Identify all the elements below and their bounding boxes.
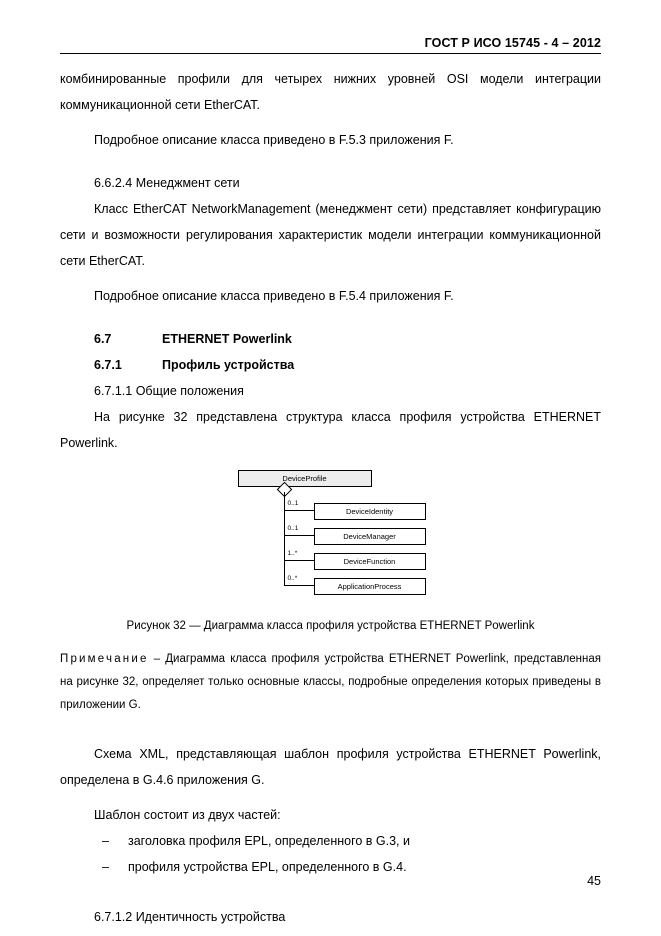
uml-class-applicationprocess: ApplicationProcess [314,578,426,595]
clause-6-7-1-number: 6.7.1 [94,358,122,372]
list-item [60,854,601,880]
clause-heading-6-7-1 [60,352,601,378]
clause-heading-6-7-1-1: 6.7.1.1 Общие положения [94,384,244,398]
spacer [60,880,601,904]
note-block [60,648,601,717]
page-number: 45 [587,874,601,888]
spacer [60,118,601,127]
uml-connector-3 [284,560,314,561]
uml-class-deviceidentity: DeviceIdentity [314,503,426,520]
uml-class-deviceprofile: DeviceProfile [238,470,372,487]
spacer [60,153,601,170]
clause-6-7-1-title: Профиль устройства [162,358,295,372]
page-header [60,0,601,50]
paragraph-combined-profiles: комбинированные профили для четырех нижних уровней OSI модели интеграции коммуникационной сети EtherCAT. [60,72,601,112]
uml-connector-4 [284,585,314,586]
paragraph-xml-schema: Схема XML, представляющая шаблон профиля устройства ETHERNET Powerlink, определена в G.4.6 приложения G. [60,747,601,787]
uml-multiplicity-1: 0..1 [287,500,299,507]
list-item-label: профиля устройства EPL, определенного в G.4. [128,860,407,874]
uml-class-devicemanager: DeviceManager [314,528,426,545]
clause-6-7-number: 6.7 [94,332,112,346]
spacer [60,717,601,741]
paragraph-template-parts: Шаблон состоит из двух частей: [94,808,281,822]
list-dash-marker: – [102,834,109,848]
note-text: – Диаграмма класса профиля устройства ETHERNET Powerlink, представленная на рисунке 32, определяет только основные классы, подробные определения которых приведены в приложении G. [60,653,601,711]
clause-heading-6-7 [60,326,601,352]
uml-class-devicefunction: DeviceFunction [314,553,426,570]
uml-connector-1 [284,510,314,511]
uml-connector-2 [284,535,314,536]
paragraph-f54-reference: Подробное описание класса приведено в F.5.4 приложения F. [94,289,454,303]
spacer [60,309,601,326]
uml-class-diagram [196,470,466,610]
uml-multiplicity-3: 1..* [287,550,298,557]
spacer [60,793,601,802]
list-dash-marker: – [102,860,109,874]
standard-reference: ГОСТ Р ИСО 15745 - 4 – 2012 [424,36,601,50]
header-divider [60,53,601,54]
uml-multiplicity-2: 0..1 [287,525,299,532]
paragraph-figure32-intro: На рисунке 32 представлена структура класса профиля устройства ETHERNET Powerlink. [60,410,601,450]
clause-heading-6-6-2-4: 6.6.2.4 Менеджмент сети [94,176,240,190]
figure-32 [60,470,601,610]
uml-multiplicity-4: 0..* [287,575,298,582]
clause-6-7-title: ETHERNET Powerlink [162,332,292,346]
list-item [60,828,601,854]
uml-vertical-connector [284,492,285,586]
clause-heading-6-7-1-2: 6.7.1.2 Идентичность устройства [94,910,286,924]
figure-caption: Рисунок 32 — Диаграмма класса профиля устройства ETHERNET Powerlink [126,620,535,632]
template-parts-list [60,828,601,880]
spacer [60,274,601,283]
paragraph-network-management: Класс EtherCAT NetworkManagement (менеджмент сети) представляет конфигурацию сети и возможности регулирования характеристик модели интеграции коммуникационной сети EtherCAT. [60,202,601,268]
note-label: Примечание [60,653,149,665]
paragraph-f53-reference: Подробное описание класса приведено в F.5.3 приложения F. [94,133,454,147]
list-item-label: заголовка профиля EPL, определенного в G.3, и [128,834,410,848]
